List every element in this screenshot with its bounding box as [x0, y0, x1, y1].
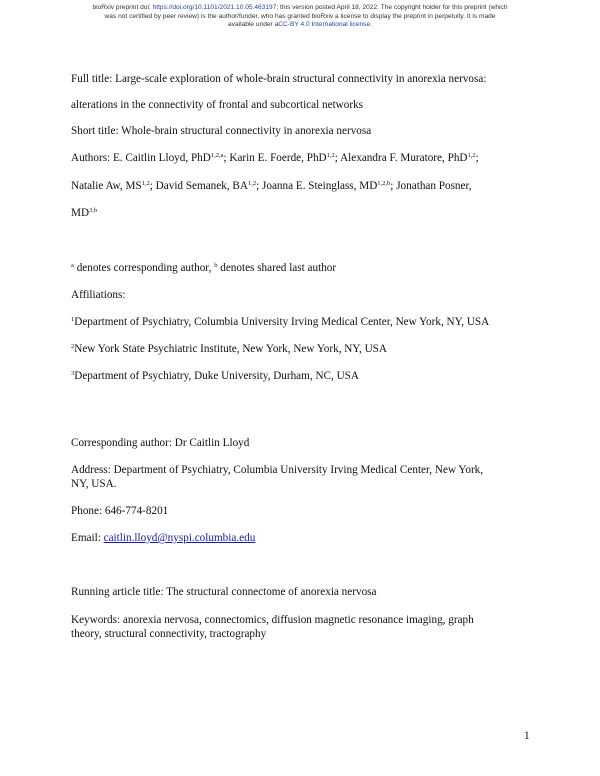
doi-link[interactable]: https://doi.org/10.1101/2021.10.05.463197	[152, 4, 277, 11]
address-line-1: Address: Department of Psychiatry, Columbia University Irving Medical Center, New York,	[71, 464, 484, 476]
affiliation-3: $^3$Department of Psychiatry, Duke University, Durham, NC, USA	[71, 370, 359, 382]
header-line-3: available under aCC-BY 4.0 International license.	[228, 21, 372, 29]
full-title-line-1: Full title: Large-scale exploration of whole-brain structural connectivity in anorexia nervosa:	[71, 73, 487, 85]
affiliation-2: $^2$New York State Psychiatric Institute, New York, New York, NY, USA	[71, 343, 387, 355]
preprint-header	[20, 4, 580, 30]
affiliation-1: $^1$Department of Psychiatry, Columbia University Irving Medical Center, New York, NY, USA	[71, 316, 490, 328]
keywords-line-1: Keywords: anorexia nervosa, connectomics, diffusion magnetic resonance imaging, graph	[71, 614, 474, 626]
email-line: Email: caitlin.lloyd@nyspi.columbia.edu	[71, 532, 256, 544]
author-notes: $^a$ denotes corresponding author, $^b$ denotes shared last author	[71, 262, 337, 274]
header-line-2: was not certified by peer review) is the author/funder, who has granted bioRxiv a license to display the preprint in perpetuity. It is made	[104, 12, 496, 20]
authors-line-2: Natalie Aw, MS$^{1,2}$; David Semanek, BA$^{1,2}$; Joanna E. Steinglass, MD$^{1,2,b}$; Jonathan Posner,	[71, 180, 472, 192]
email-link[interactable]: caitlin.lloyd@nyspi.columbia.edu	[103, 532, 256, 544]
page-number: 1	[524, 730, 530, 742]
full-title-line-2: alterations in the connectivity of frontal and subcortical networks	[71, 99, 364, 111]
running-title: Running article title: The structural connectome of anorexia nervosa	[71, 586, 377, 598]
keywords-line-2: theory, structural connectivity, tractography	[71, 628, 267, 640]
affiliations-heading: Affiliations:	[71, 289, 126, 301]
phone: Phone: 646-774-8201	[71, 505, 169, 517]
authors-line-3: MD$^{3,b}$	[71, 207, 98, 219]
header-line-1: bioRxiv preprint doi: https://doi.org/10.1101/2021.10.05.463197; this version posted April 18, 2022. The copyright holder for this preprint (which	[92, 4, 508, 11]
address-line-2: NY, USA.	[71, 478, 117, 490]
corresponding-author: Corresponding author: Dr Caitlin Lloyd	[71, 437, 250, 449]
authors-line-1: Authors: E. Caitlin Lloyd, PhD$^{1,2,a}$; Karin E. Foerde, PhD$^{1,2}$; Alexandra F. Muratore, PhD$^{1,2}$;	[71, 152, 479, 164]
short-title: Short title: Whole-brain structural connectivity in anorexia nervosa	[71, 125, 372, 137]
license-link[interactable]: CC-BY 4.0 International license	[278, 21, 371, 29]
